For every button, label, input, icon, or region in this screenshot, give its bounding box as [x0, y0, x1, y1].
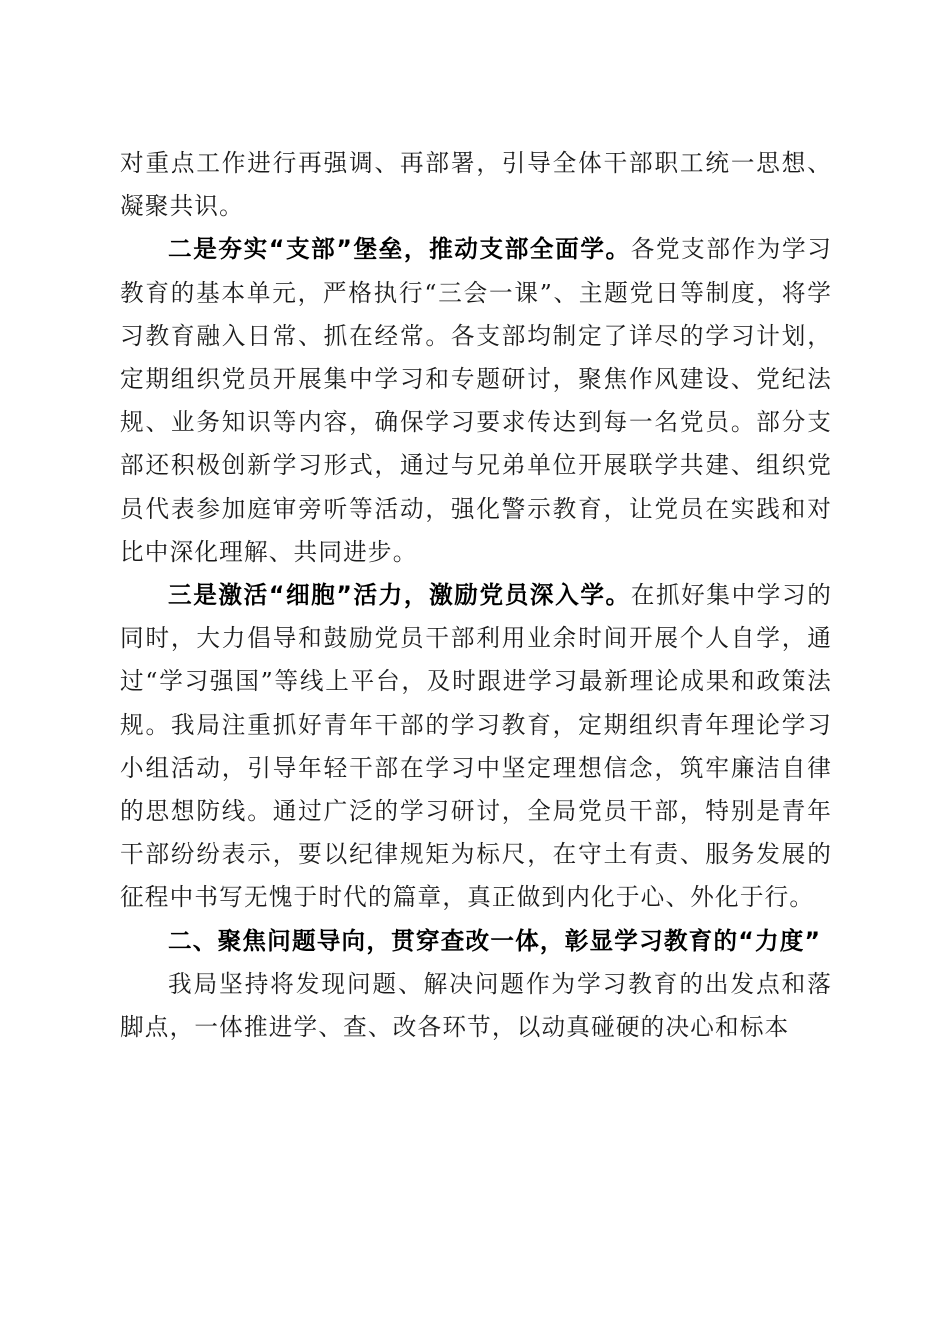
- paragraph-lead: 二是夯实“支部”堡垒，推动支部全面学。: [168, 235, 631, 264]
- section-heading: 二、聚焦问题导向，贯穿查改一体，彰显学习教育的“力度”: [168, 926, 822, 955]
- paragraph-member-vitality: [120, 574, 832, 920]
- paragraph-continuation: [120, 142, 832, 228]
- paragraph-branch-fortress: [120, 228, 832, 574]
- paragraph-lead: 三是激活“细胞”活力，激励党员深入学。: [168, 581, 631, 610]
- paragraph-text: 各党支部作为学习教育的基本单元，严格执行“三会一课”、主题党日等制度，将学习教育融入日常、抓在经常。各支部均制定了详尽的学习计划，定期组织党员开展集中学习和专题研讨，聚焦作风建设、党纪法规、业务知识等内容，确保学习要求传达到每一名党员。部分支部还积极创新学习形式，通过与兄弟单位开展联学共建、组织党员代表参加庭审旁听等活动，强化警示教育，让党员在实践和对比中深化理解、共同进步。: [120, 235, 832, 566]
- paragraph-text: 对重点工作进行再强调、再部署，引导全体干部职工统一思想、凝聚共识。: [120, 149, 832, 221]
- document-body: [120, 142, 832, 1049]
- paragraph-text: 在抓好集中学习的同时，大力倡导和鼓励党员干部利用业余时间开展个人自学，通过“学习强国”等线上平台，及时跟进学习最新理论成果和政策法规。我局注重抓好青年干部的学习教育，定期组织青年理论学习小组活动，引导年轻干部在学习中坚定理想信念，筑牢廉洁自律的思想防线。通过广泛的学习研讨，全局党员干部，特别是青年干部纷纷表示，要以纪律规矩为标尺，在守土有责、服务发展的征程中书写无愧于时代的篇章，真正做到内化于心、外化于行。: [120, 581, 832, 912]
- paragraph-closing: [120, 963, 832, 1049]
- paragraph-text: 我局坚持将发现问题、解决问题作为学习教育的出发点和落脚点，一体推进学、查、改各环节，以动真碰硬的决心和标本: [120, 969, 832, 1042]
